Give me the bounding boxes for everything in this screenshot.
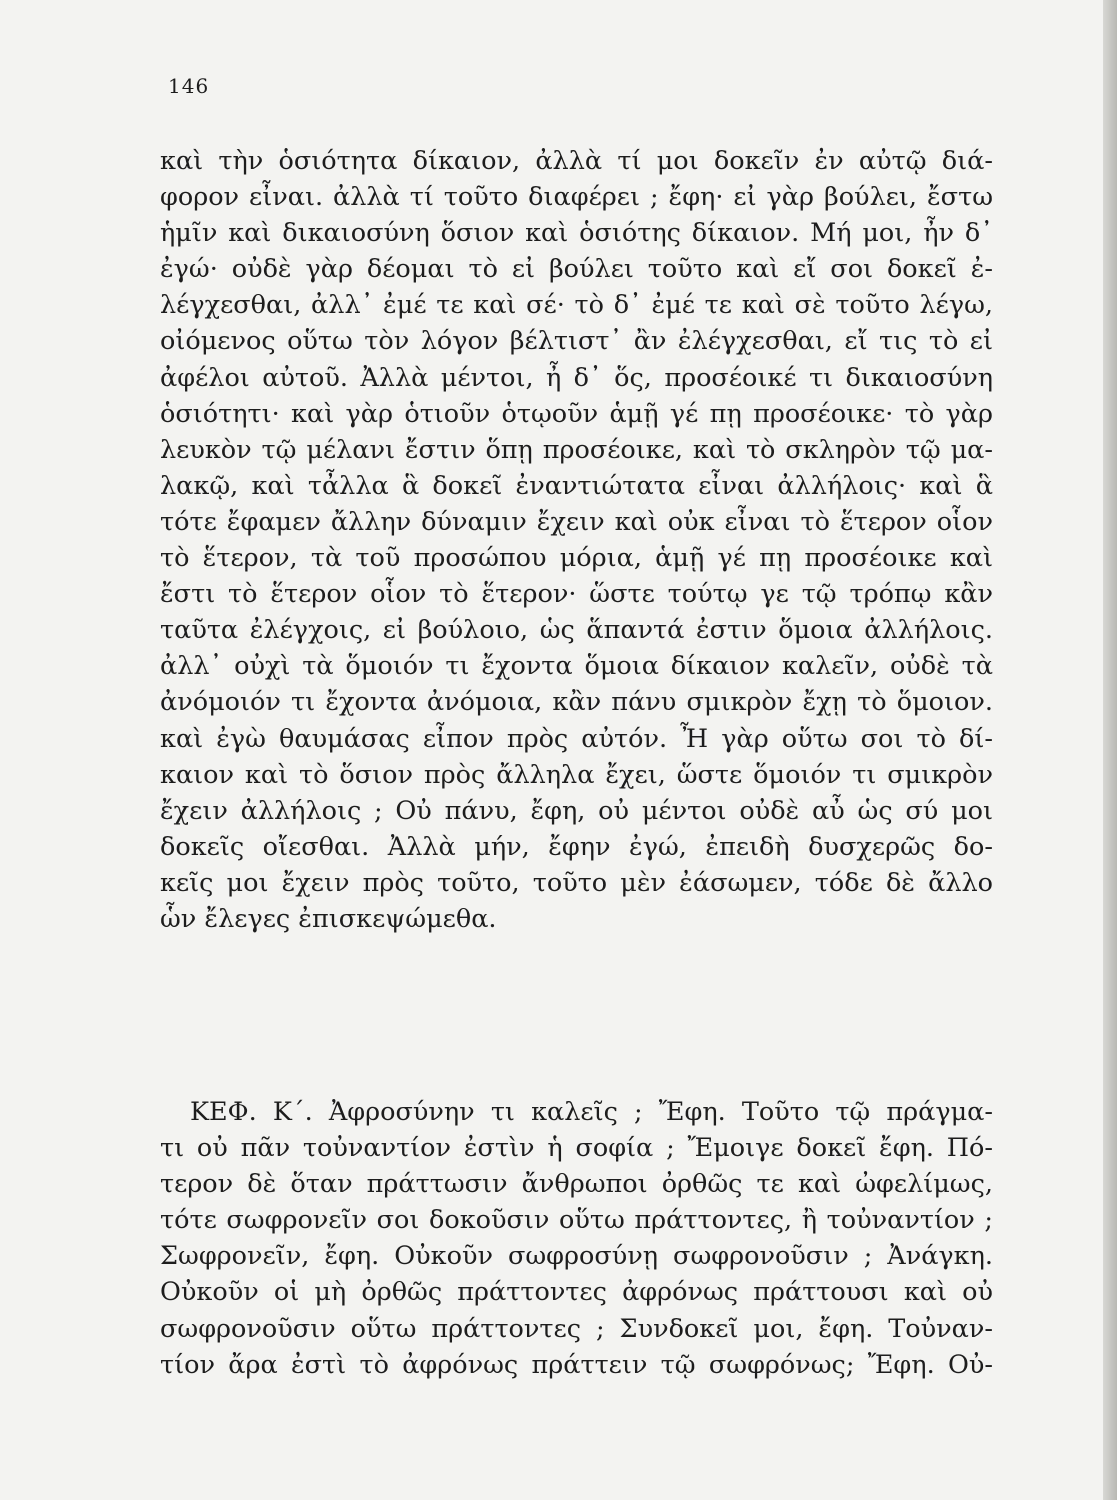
page-number: 146 — [168, 74, 210, 98]
text-line: τὸ ἕτερον, τὰ τοῦ προσώπου μόρια, ἁμῇ γέ πῃ προσέοικε καὶ — [160, 543, 993, 574]
text-line: ἀνόμοιόν τι ἔχοντα ἀνόμοια, κἂν πάνυ σμικρὸν ἔχῃ τὸ ὅμοιον. — [160, 687, 993, 718]
text-line: κεῖς μοι ἔχειν πρὸς τοῦτο, τοῦτο μὲν ἐάσωμεν, τόδε δὲ ἄλλο — [160, 867, 993, 898]
text-line: ἀλλ᾽ οὐχὶ τὰ ὅμοιόν τι ἔχοντα ὅμοια δίκαιον καλεῖν, οὐδὲ τὰ — [160, 651, 993, 682]
text-line: τι οὐ πᾶν τοὐναντίον ἐστὶν ἡ σοφία ; Ἔμοιγε δοκεῖ ἔφη. Πό- — [160, 1133, 993, 1164]
text-line: ὧν ἔλεγες ἐπισκεψώμεθα. — [160, 903, 497, 934]
text-line: ταῦτα ἐλέγχοις, εἰ βούλοιο, ὡς ἅπαντά ἐστιν ὅμοια ἀλλήλοις. — [160, 615, 993, 646]
text-line: τίον ἄρα ἐστὶ τὸ ἀφρόνως πράττειν τῷ σωφρόνως; Ἔφη. Οὐ- — [160, 1349, 993, 1380]
text-line: λακῷ, καὶ τἆλλα ἃ δοκεῖ ἐναντιώτατα εἶναι ἀλλήλοις· καὶ ἃ — [160, 470, 993, 501]
text-line: λευκὸν τῷ μέλανι ἔστιν ὅπῃ προσέοικε, καὶ τὸ σκληρὸν τῷ μα- — [160, 434, 993, 465]
text-line: Σωφρονεῖν, ἔφη. Οὐκοῦν σωφροσύνῃ σωφρονοῦσιν ; Ἀνάγκη. — [160, 1241, 993, 1272]
paragraph-1 — [160, 143, 993, 937]
text-line: οἰόμενος οὕτω τὸν λόγον βέλτιστ᾽ ἂν ἐλέγχεσθαι, εἴ τις τὸ εἰ — [160, 326, 993, 357]
text-line: ἔστι τὸ ἕτερον οἷον τὸ ἕτερον· ὥστε τούτῳ γε τῷ τρόπῳ κἂν — [160, 579, 993, 610]
text-line: δοκεῖς οἴεσθαι. Ἀλλὰ μήν, ἔφην ἐγώ, ἐπειδὴ δυσχερῶς δο- — [160, 831, 993, 862]
text-line: ἡμῖν καὶ δικαιοσύνη ὅσιον καὶ ὁσιότης δίκαιον. Μή μοι, ἦν δ᾽ — [160, 218, 993, 249]
text-line: ἐγώ· οὐδὲ γὰρ δέομαι τὸ εἰ βούλει τοῦτο καὶ εἴ σοι δοκεῖ ἐ- — [160, 254, 993, 285]
paragraph-2 — [160, 1094, 993, 1383]
chapter-heading-line: ΚΕΦ. Κ΄. Ἀφροσύνην τι καλεῖς ; Ἔφη. Τοῦτο τῷ πράγμα- — [190, 1097, 993, 1127]
text-line: ὁσιότητι· καὶ γὰρ ὁτιοῦν ὁτῳοῦν ἁμῇ γέ πῃ προσέοικε· τὸ γὰρ — [160, 398, 993, 429]
text-line: τερον δὲ ὅταν πράττωσιν ἄνθρωποι ὀρθῶς τε καὶ ὠφελίμως, — [160, 1169, 993, 1200]
text-line: καὶ ἐγὼ θαυμάσας εἶπον πρὸς αὐτόν. Ἦ γὰρ οὕτω σοι τὸ δί- — [160, 723, 993, 754]
page-edge-shadow — [1103, 0, 1117, 1500]
text-line: ἀφέλοι αὐτοῦ. Ἀλλὰ μέντοι, ἦ δ᾽ ὅς, προσέοικέ τι δικαιοσύνη — [160, 362, 993, 393]
text-line: ἔχειν ἀλλήλοις ; Οὐ πάνυ, ἔφη, οὐ μέντοι οὐδὲ αὖ ὡς σύ μοι — [160, 795, 993, 826]
text-line: Οὐκοῦν οἱ μὴ ὀρθῶς πράττοντες ἀφρόνως πράττουσι καὶ οὐ — [160, 1277, 993, 1308]
text-line: φορον εἶναι. ἀλλὰ τί τοῦτο διαφέρει ; ἔφη· εἰ γὰρ βούλει, ἔστω — [160, 182, 993, 213]
text-line: σωφρονοῦσιν οὕτω πράττοντες ; Συνδοκεῖ μοι, ἔφη. Τοὐναν- — [160, 1313, 993, 1344]
text-line: καὶ τὴν ὁσιότητα δίκαιον, ἀλλὰ τί μοι δοκεῖν ἐν αὐτῷ διά- — [160, 146, 993, 176]
text-line: λέγχεσθαι, ἀλλ᾽ ἐμέ τε καὶ σέ· τὸ δ᾽ ἐμέ τε καὶ σὲ τοῦτο λέγω, — [160, 290, 993, 321]
text-line: τότε ἔφαμεν ἄλλην δύναμιν ἔχειν καὶ οὐκ εἶναι τὸ ἕτερον οἷον — [160, 506, 993, 537]
text-line: καιον καὶ τὸ ὅσιον πρὸς ἄλληλα ἔχει, ὥστε ὅμοιόν τι σμικρὸν — [160, 759, 993, 790]
text-line: τότε σωφρονεῖν σοι δοκοῦσιν οὕτω πράττοντες, ἢ τοὐναντίον ; — [160, 1205, 993, 1236]
